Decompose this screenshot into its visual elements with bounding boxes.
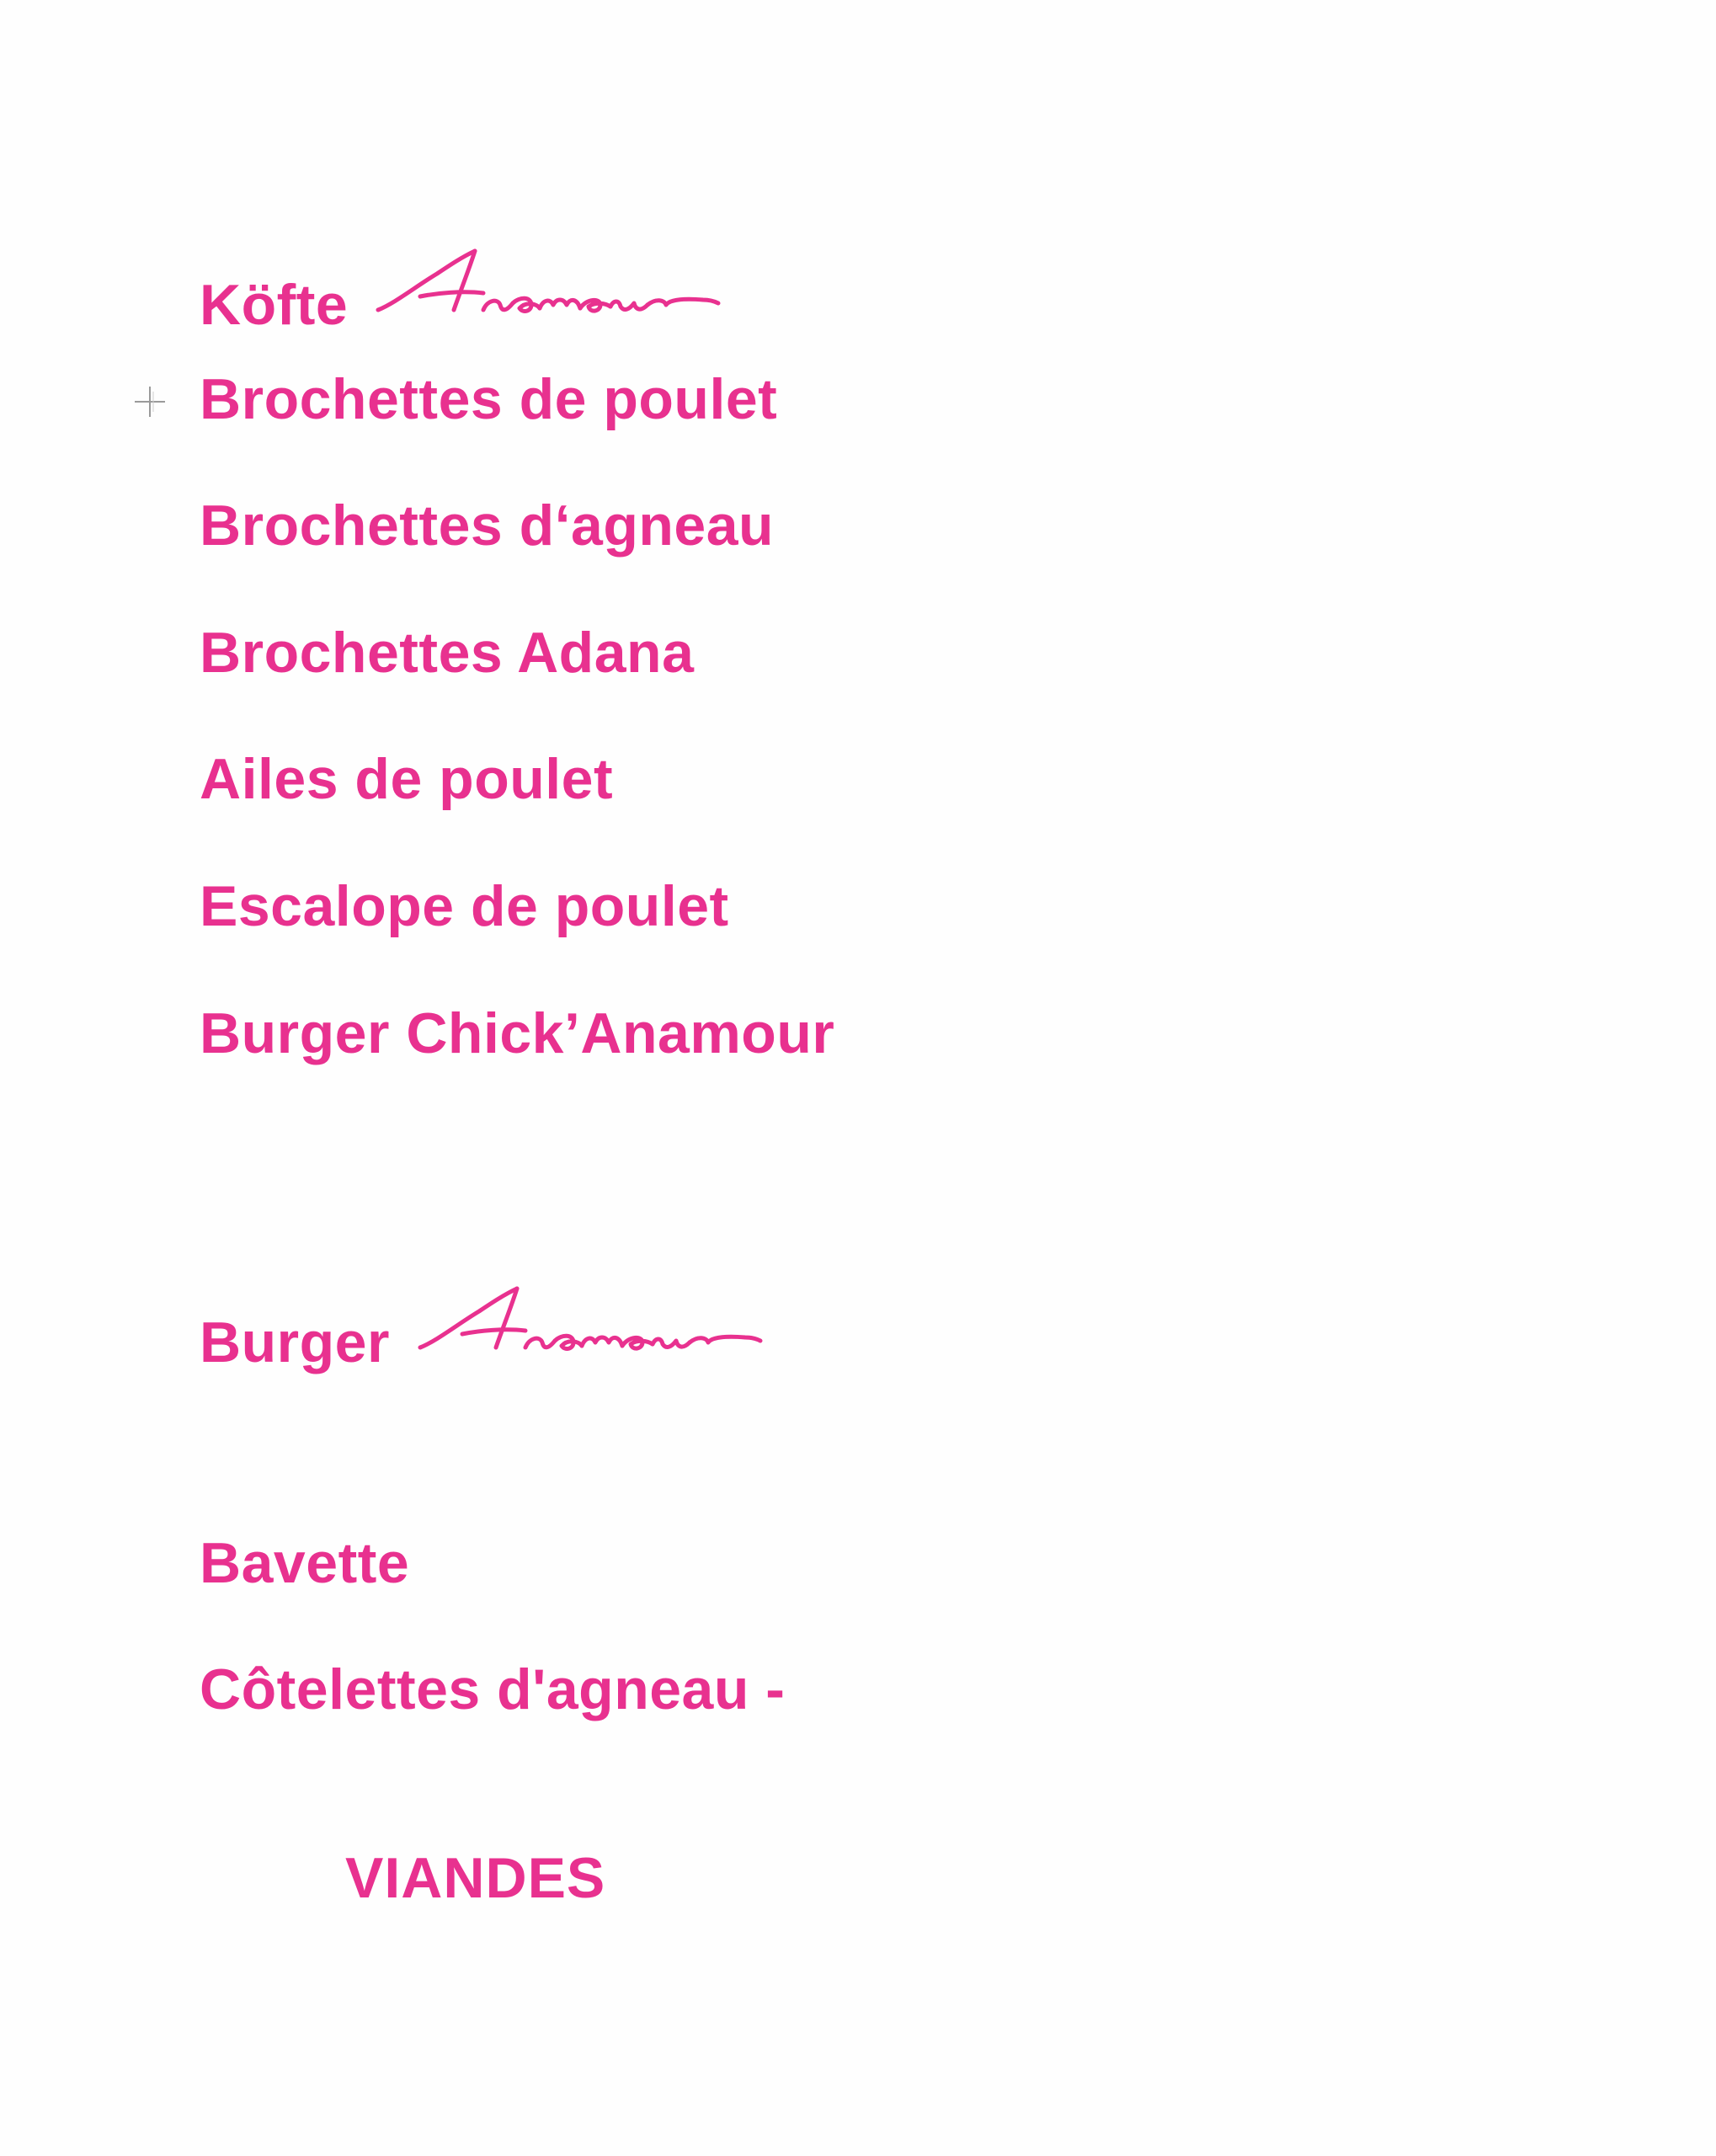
menu-item-brochettes-poulet — [200, 367, 778, 431]
menu-item-bavette — [200, 1531, 410, 1595]
menu-item-escalope-poulet — [200, 874, 729, 938]
menu-item-brochettes-adana — [200, 621, 695, 685]
crosshair-cursor-icon — [131, 383, 168, 420]
menu-item-brochettes-agneau — [200, 494, 775, 558]
menu-item-label: Brochettes d‘agneau — [200, 494, 775, 558]
menu-item-kofte — [200, 244, 723, 337]
anamour-script-logo — [370, 244, 723, 324]
anamour-script-logo — [412, 1282, 765, 1362]
menu-item-burger-chick-anamour — [200, 1001, 835, 1065]
menu-item-burger-anamour — [200, 1282, 765, 1374]
menu-item-label: Burger — [200, 1310, 390, 1374]
menu-item-label: Burger Chick’Anamour — [200, 1001, 835, 1065]
menu-item-label: Brochettes de poulet — [200, 367, 778, 431]
menu-item-label: Köfte — [200, 273, 349, 337]
menu-item-label: Escalope de poulet — [200, 874, 729, 938]
section-title: VIANDES — [345, 1846, 606, 1910]
menu-item-label: Bavette — [200, 1531, 410, 1595]
menu-item-label: Côtelettes d'agneau - — [200, 1657, 786, 1721]
menu-item-label: Brochettes Adana — [200, 621, 695, 685]
menu-item-ailes-poulet — [200, 747, 614, 811]
menu-item-label: Ailes de poulet — [200, 747, 614, 811]
menu-item-cotelettes-agneau — [200, 1657, 786, 1721]
